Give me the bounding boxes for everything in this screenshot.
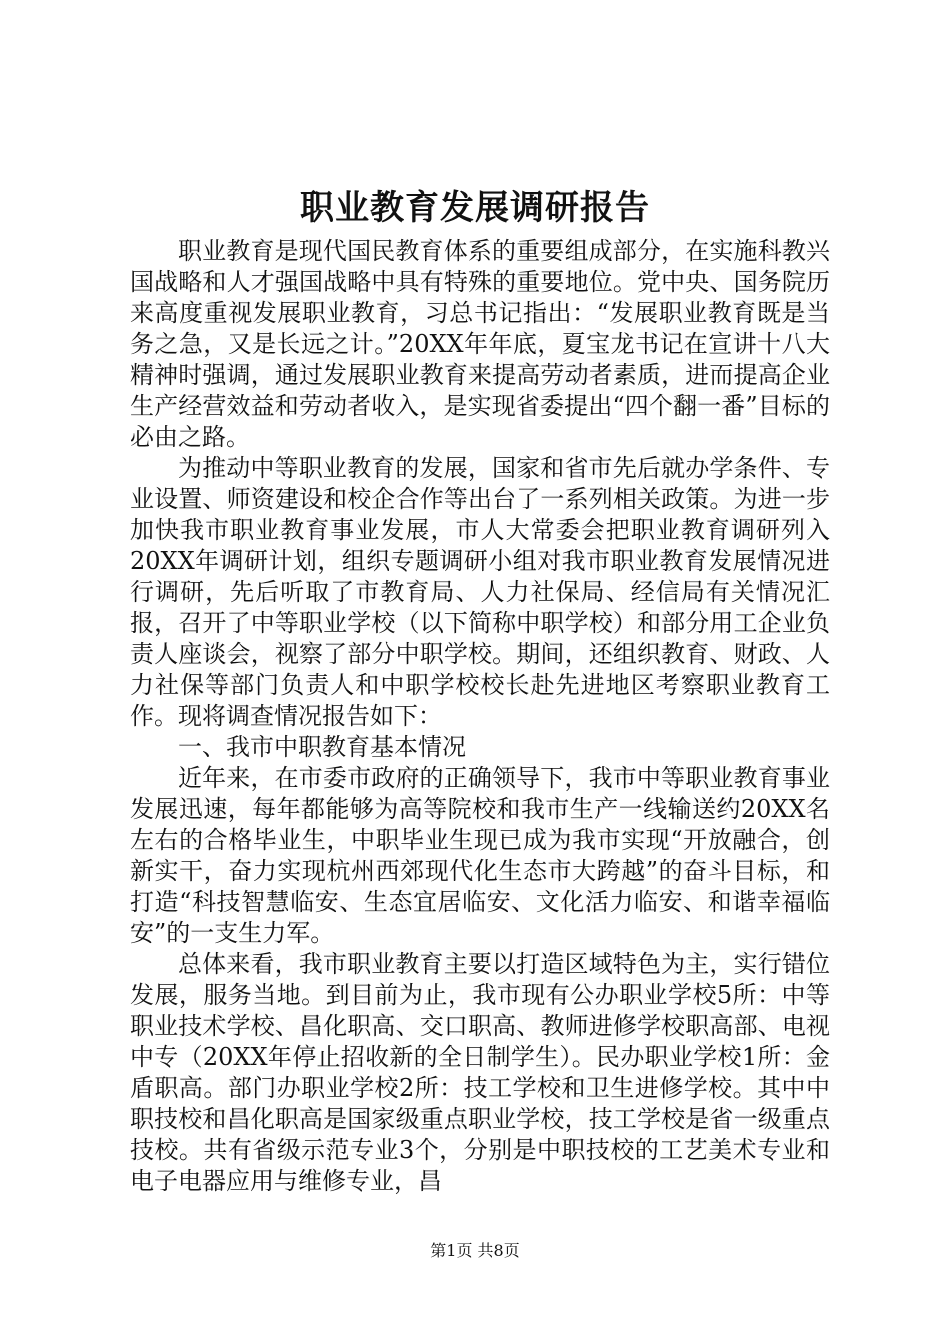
document-body <box>130 236 830 1197</box>
document-title: 职业教育发展调研报告 <box>300 188 650 228</box>
paragraph: 职业教育是现代国民教育体系的重要组成部分，在实施科教兴国战略和人才强国战略中具有特殊的重要地位。党中央、国务院历来高度重视发展职业教育，习总书记指出：“发展职业教育既是当务之急，又是长远之计。”20XX年年底，夏宝龙书记在宣讲十八大精神时强调，通过发展职业教育来提高劳动者素质，进而提高企业生产经营效益和劳动者收入，是实现省委提出“四个翻一番”目标的必由之路。 <box>130 237 830 451</box>
section-heading: 一、我市中职教育基本情况 <box>178 733 466 761</box>
page-footer: 第1页 共8页 <box>430 1241 520 1260</box>
paragraph: 近年来，在市委市政府的正确领导下，我市中等职业教育事业发展迅速，每年都能够为高等院校和我市生产一线输送约20XX名左右的合格毕业生，中职毕业生现已成为我市实现“开放融合，创新实干，奋力实现杭州西郊现代化生态市大跨越”的奋斗目标，和打造“科技智慧临安、生态宜居临安、文化活力临安、和谐幸福临安”的一支生力军。 <box>130 764 830 947</box>
paragraph: 为推动中等职业教育的发展，国家和省市先后就办学条件、专业设置、师资建设和校企合作等出台了一系列相关政策。为进一步加快我市职业教育事业发展，市人大常委会把职业教育调研列入20XX年调研计划，组织专题调研小组对我市职业教育发展情况进行调研，先后听取了市教育局、人力社保局、经信局有关情况汇报，召开了中等职业学校（以下简称中职学校）和部分用工企业负责人座谈会，视察了部分中职学校。期间，还组织教育、财政、人力社保等部门负责人和中职学校校长赴先进地区考察职业教育工作。现将调查情况报告如下： <box>130 454 830 730</box>
paragraph: 总体来看，我市职业教育主要以打造区域特色为主，实行错位发展，服务当地。到目前为止，我市现有公办职业学校5所：中等职业技术学校、昌化职高、交口职高、教师进修学校职高部、电视中专（20XX年停止招收新的全日制学生）。民办职业学校1所：金盾职高。部门办职业学校2所：技工学校和卫生进修学校。其中中职技校和昌化职高是国家级重点职业学校，技工学校是省一级重点技校。共有省级示范专业3个，分别是中职技校的工艺美术专业和电子电器应用与维修专业，昌 <box>130 950 830 1195</box>
